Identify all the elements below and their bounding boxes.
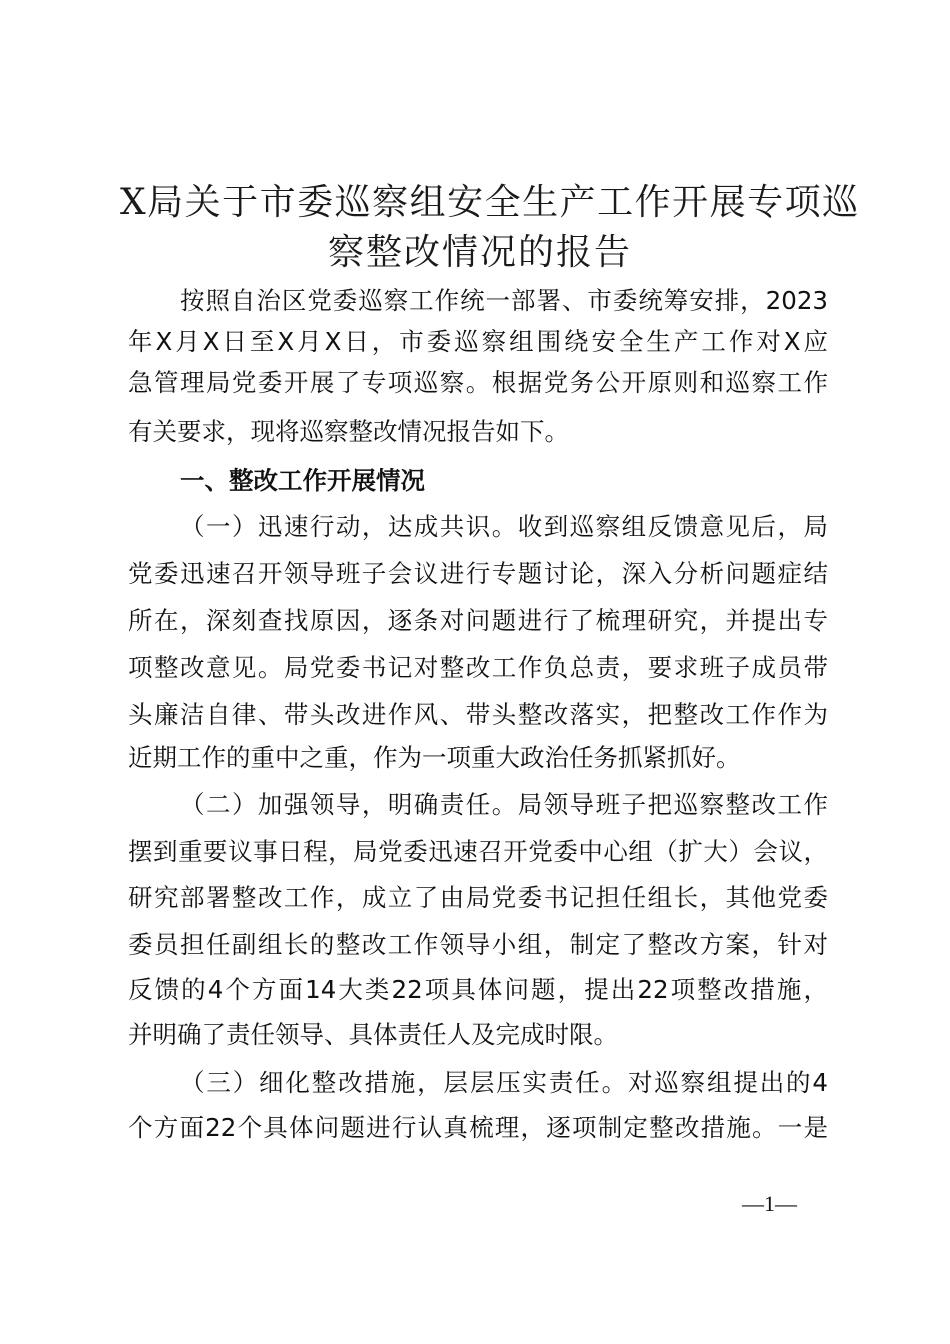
paragraph-line: （二）加强领导，明确责任。局领导班子把巡察整改工作 [180, 790, 828, 819]
paragraph-line: 近期工作的重中之重，作为一项重大政治任务抓紧抓好。 [128, 743, 741, 772]
paragraph-line: 反馈的4个方面14大类22项具体问题，提出22项整改措施， [128, 975, 828, 1004]
document-title-line-1: X局关于市委巡察组安全生产工作开展专项巡 [120, 182, 860, 223]
paragraph-line: 头廉洁自律、带头改进作风、带头整改落实，把整改工作作为 [128, 700, 828, 729]
paragraph-line: 摆到重要议事日程，局党委迅速召开党委中心组（扩大）会议， [128, 837, 828, 866]
paragraph-line: （三）细化整改措施，层层压实责任。对巡察组提出的4 [180, 1068, 828, 1097]
paragraph-line: 研究部署整改工作，成立了由局党委书记担任组长，其他党委 [128, 883, 828, 912]
paragraph-line: 项整改意见。局党委书记对整改工作负总责，要求班子成员带 [128, 653, 828, 682]
section-heading: 一、整改工作开展情况 [180, 466, 425, 495]
paragraph-line: （一）迅速行动，达成共识。收到巡察组反馈意见后，局 [180, 512, 828, 541]
paragraph-line: 并明确了责任领导、具体责任人及完成时限。 [128, 1020, 618, 1049]
paragraph-line: 党委迅速召开领导班子会议进行专题讨论，深入分析问题症结 [128, 559, 828, 588]
paragraph-line: 有关要求，现将巡察整改情况报告如下。 [128, 417, 569, 446]
paragraph-line: 个方面22个具体问题进行认真梳理，逐项制定整改措施。一是 [128, 1113, 828, 1142]
paragraph-line: 按照自治区党委巡察工作统一部署、市委统筹安排，2023 [180, 286, 828, 315]
page-number: —1— [742, 1191, 797, 1216]
paragraph-line: 委员担任副组长的整改工作领导小组，制定了整改方案，针对 [128, 930, 828, 959]
paragraph-line: 急管理局党委开展了专项巡察。根据党务公开原则和巡察工作 [128, 368, 828, 397]
paragraph-line: 年X月X日至X月X日，市委巡察组围绕安全生产工作对X应 [128, 327, 828, 356]
document-title-line-2: 察整改情况的报告 [327, 232, 632, 273]
paragraph-line: 所在，深刻查找原因，逐条对问题进行了梳理研究，并提出专 [128, 606, 828, 635]
